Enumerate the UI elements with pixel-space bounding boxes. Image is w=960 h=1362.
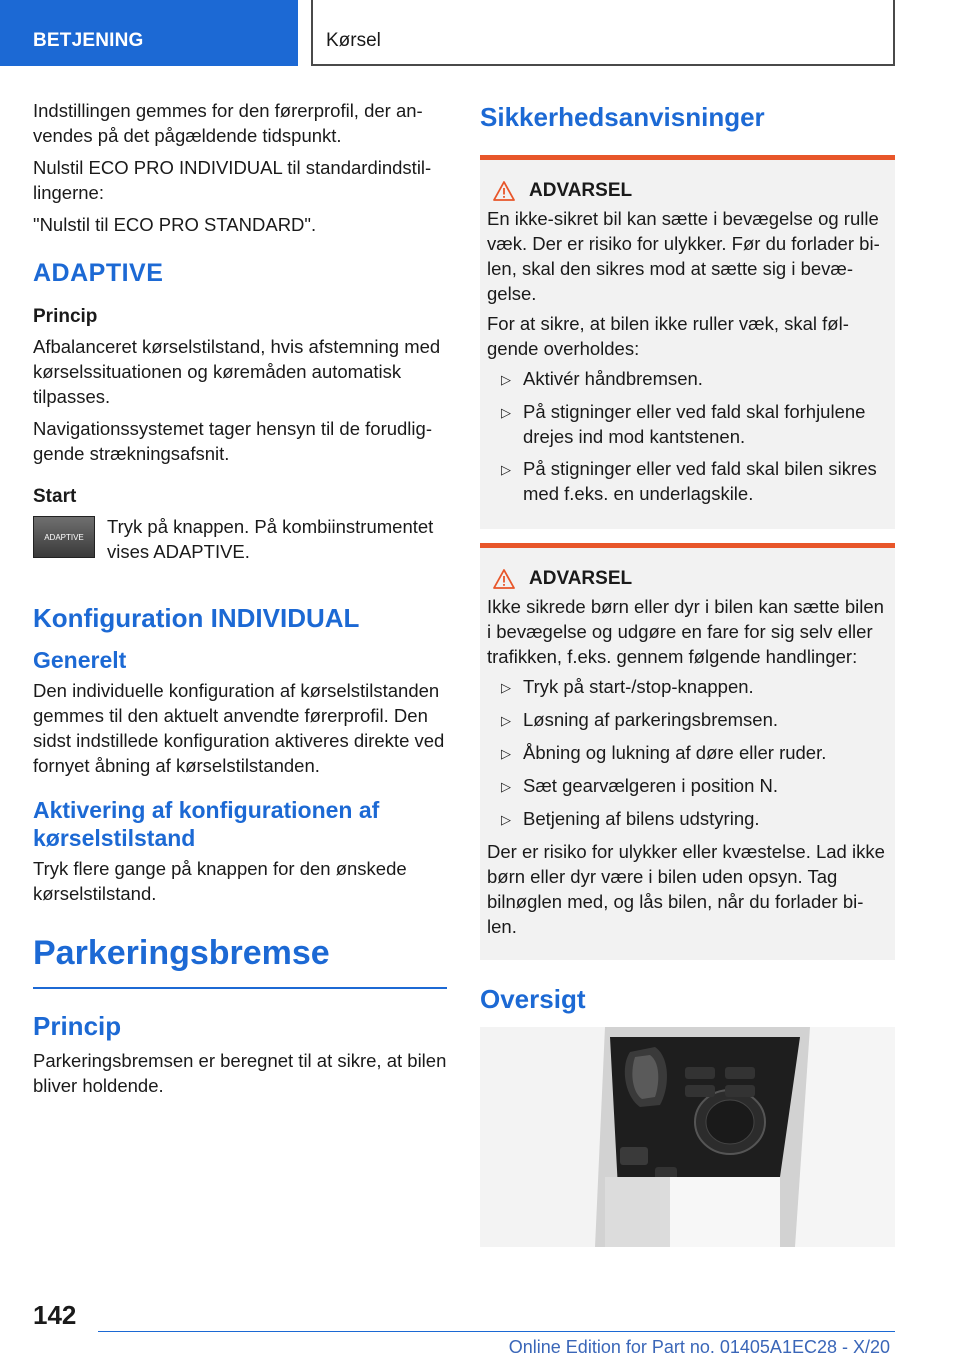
center-console-illustration: [480, 1027, 895, 1247]
heading-princip-parking: Princip: [33, 1011, 122, 1041]
heading-generelt: Generelt: [33, 647, 127, 673]
list-item: [501, 773, 887, 799]
header-chapter-title: Kørsel: [311, 0, 895, 66]
list-item: [501, 674, 887, 700]
start-instruction: [33, 514, 447, 571]
heading-oversigt: Oversigt: [480, 984, 586, 1014]
heading-config-individual: Konfiguration INDIVIDUAL: [33, 603, 360, 633]
list-item-text: På stigninger eller ved fald skal forhjulene drejes ind mod kantstenen.: [523, 401, 866, 447]
bullet-triangle-icon: ▷: [501, 746, 511, 761]
list-item-text: Aktivér håndbremsen.: [523, 368, 703, 389]
heading-start: Start: [33, 486, 77, 507]
list-item: [501, 707, 887, 733]
heading-adaptive: ADAPTIVE: [33, 259, 164, 287]
list-item-text: Betjening af bilens udstyring.: [523, 808, 760, 829]
footer-edition: Online Edition for Part no. 01405A1EC28 - X/20: [508, 1337, 890, 1357]
bullet-triangle-icon: ▷: [501, 812, 511, 827]
list-item: [501, 399, 887, 449]
warning-label-1: ADVARSEL: [529, 180, 633, 201]
center-console-photo: [480, 1027, 895, 1247]
list-item-text: Sæt gearvælgeren i position N.: [523, 775, 779, 796]
adaptive-button-image: ADAPTIVE: [33, 516, 95, 558]
heading-sikkerhed: Sikkerhedsanvisninger: [480, 102, 765, 132]
paragraph-reset: Nulstil ECO PRO INDIVIDUAL til standardindstillingerne:: [33, 157, 432, 203]
warning-label-2: ADVARSEL: [529, 568, 633, 589]
bullet-triangle-icon: ▷: [501, 405, 511, 420]
paragraph-princip-1: Afbalanceret kørselstilstand, hvis afstemning med kørselssituationen og køremåden automatisk tilpasses.: [33, 336, 441, 407]
heading-princip: Princip: [33, 306, 98, 327]
warning-box-2: [480, 543, 895, 960]
warning-2-paragraph-2: Der er risiko for ulykker eller kvæstelse. Lad ikke børn eller dyr være i bilen uden opsyn. Tag bilnøglen med, og lås bilen, når du forlader bilen.: [487, 841, 885, 937]
header-section-tab: BETJENING: [0, 0, 298, 66]
list-item-text: Åbning og lukning af døre eller ruder.: [523, 742, 827, 763]
bullet-triangle-icon: ▷: [501, 680, 511, 695]
bullet-triangle-icon: ▷: [501, 779, 511, 794]
paragraph-princip-parking: Parkeringsbremsen er beregnet til at sikre, at bilen bliver holdende.: [33, 1050, 447, 1096]
list-item: [501, 806, 887, 832]
warning-title-2: [487, 568, 887, 590]
bullet-triangle-icon: ▷: [501, 462, 511, 477]
list-item: [501, 740, 887, 766]
right-column: [480, 98, 895, 1247]
list-item-text: Tryk på start-/stop-knappen.: [523, 676, 754, 697]
warning-title-1: [487, 180, 887, 202]
list-item: [501, 366, 887, 392]
paragraph-start: Tryk på knappen. På kombiinstrumentet vises ADAPTIVE.: [107, 516, 434, 562]
warning-2-paragraph-1: Ikke sikrede børn eller dyr i bilen kan sætte bilen i bevægelse og udgøre en fare for sig selv eller trafikken, f.eks. gennem følgende handlinger:: [487, 596, 884, 667]
warning-triangle-icon: [493, 569, 515, 589]
warning-triangle-icon: [493, 181, 515, 201]
list-item-text: På stigninger eller ved fald skal bilen sikres med f.eks. en underlagskile.: [523, 458, 877, 504]
heading-parkeringsbremse: Parkeringsbremse: [33, 934, 447, 989]
warning-1-paragraph-1: En ikke-sikret bil kan sætte i bevægelse og rulle væk. Der er risiko for ulykker. Før du forlader bilen, skal den sikres mod at sætte sig i bevægelse.: [487, 208, 880, 304]
list-item: [501, 456, 887, 506]
left-column: [33, 98, 447, 1105]
paragraph-reset-command: "Nulstil til ECO PRO STANDARD".: [33, 214, 317, 235]
bullet-triangle-icon: ▷: [501, 372, 511, 387]
heading-aktivering: Aktivering af konfigurationen af kørselstilstand: [33, 797, 380, 851]
warning-1-paragraph-2: For at sikre, at bilen ikke ruller væk, skal følgende overholdes:: [487, 313, 849, 359]
footer-rule: [98, 1331, 895, 1332]
paragraph-princip-2: Navigationssystemet tager hensyn til de forudliggende strækningsafsnit.: [33, 418, 432, 464]
paragraph-generelt: Den individuelle konfiguration af kørselstilstanden gemmes til den aktuelt anvendte førerprofil. Den sidst indstillede konfiguration aktiveres direkte ved fornyet åbning af kørselstilstanden.: [33, 680, 445, 776]
paragraph-aktivering: Tryk flere gange på knappen for den ønskede kørselstilstand.: [33, 858, 407, 904]
paragraph-profile: Indstillingen gemmes for den førerprofil, der anvendes på det pågældende tidspunkt.: [33, 100, 423, 146]
page-number: 142: [33, 1300, 77, 1330]
bullet-triangle-icon: ▷: [501, 713, 511, 728]
warning-box-1: [480, 155, 895, 529]
list-item-text: Løsning af parkeringsbremsen.: [523, 709, 779, 730]
